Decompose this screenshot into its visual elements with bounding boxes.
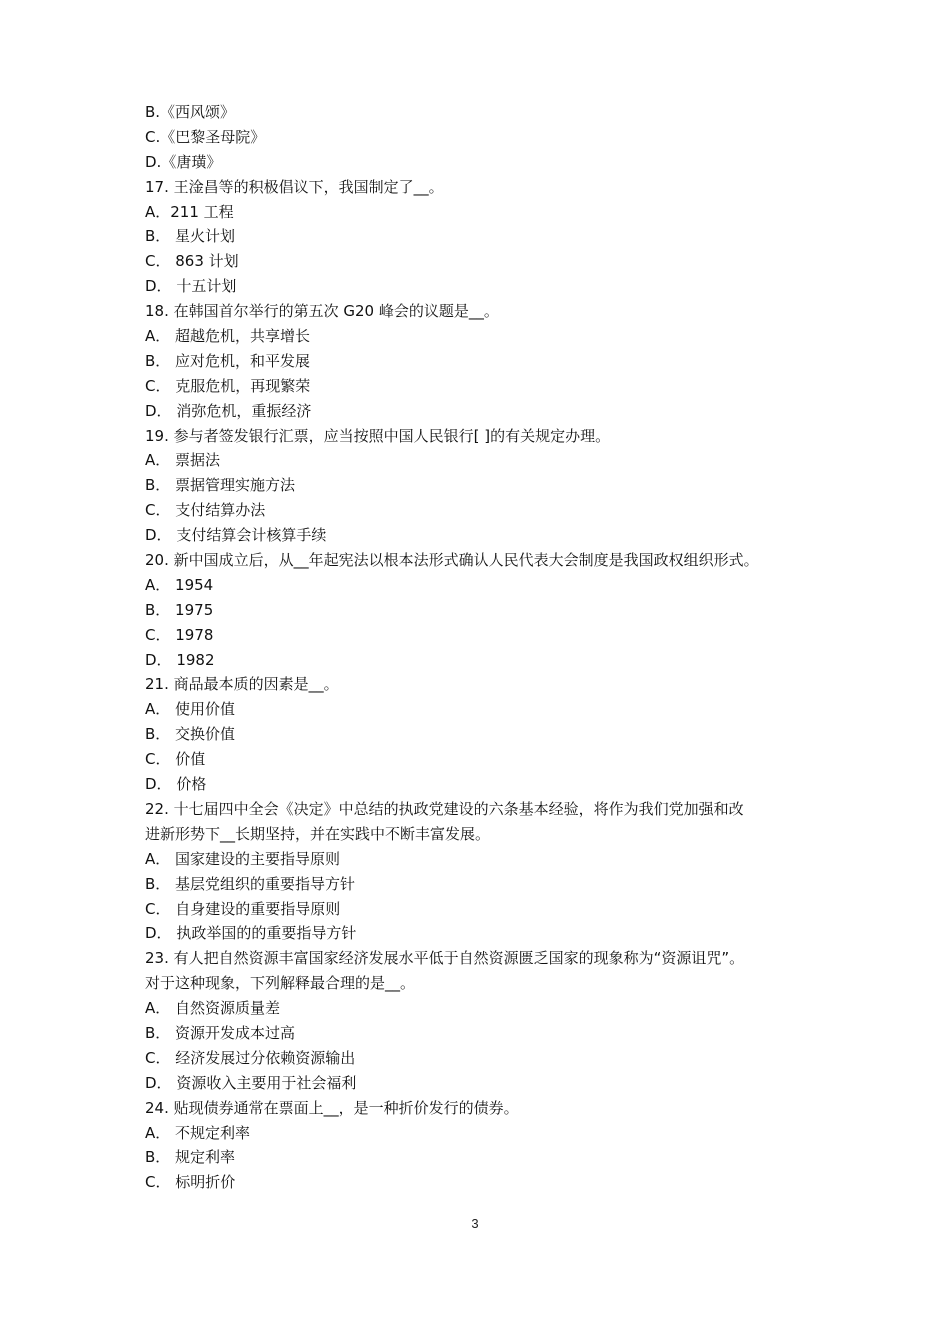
option-line: C． 经济发展过分依赖资源输出 — [145, 1048, 356, 1067]
text-line: 进新形势下__长期坚持，并在实践中不断丰富发展。 — [145, 824, 491, 843]
option-line: A． 1954 — [145, 575, 214, 594]
option-line: D． 消弥危机，重振经济 — [145, 401, 312, 420]
option-line: A． 国家建设的主要指导原则 — [145, 849, 341, 868]
option-line: D． 支付结算会计核算手续 — [145, 526, 327, 545]
option-line: A． 票据法 — [145, 451, 221, 470]
option-line: D． 资源收入主要用于社会福利 — [145, 1073, 357, 1092]
option-line: C． 自身建设的重要指导原则 — [145, 899, 341, 918]
option-line: C.《巴黎圣母院》 — [145, 127, 266, 146]
option-line: D． 十五计划 — [145, 277, 237, 296]
option-line: C． 1978 — [145, 625, 214, 644]
option-line: C． 克服危机，再现繁荣 — [145, 376, 311, 395]
text-line: 对于这种现象，下列解释最合理的是__。 — [145, 974, 416, 993]
option-line: A． 不规定利率 — [145, 1123, 251, 1142]
question-line: 21. 商品最本质的因素是__。 — [145, 675, 339, 694]
option-line: A． 超越危机，共享增长 — [145, 327, 311, 346]
question-line: 23. 有人把自然资源丰富国家经济发展水平低于自然资源匮乏国家的现象称为“资源诅咒”。 — [145, 949, 745, 968]
page-number: 3 — [471, 1216, 479, 1231]
option-line: D． 1982 — [145, 650, 215, 669]
option-line: B． 资源开发成本过高 — [145, 1023, 296, 1042]
option-line: C． 标明折价 — [145, 1173, 236, 1192]
question-line: 19. 参与者签发银行汇票，应当按照中国人民银行[ ]的有关规定办理。 — [145, 426, 611, 445]
option-line: A． 自然资源质量差 — [145, 999, 281, 1018]
option-line: C． 价值 — [145, 750, 206, 769]
option-line: C． 863 计划 — [145, 252, 239, 271]
option-line: B． 规定利率 — [145, 1148, 236, 1167]
option-line: A． 使用价值 — [145, 700, 236, 719]
question-line: 24. 贴现债券通常在票面上__，是一种折价发行的债券。 — [145, 1098, 519, 1117]
question-line: 20. 新中国成立后，从__年起宪法以根本法形式确认人民代表大会制度是我国政权组织形式。 — [145, 551, 759, 570]
option-line: B． 交换价值 — [145, 725, 236, 744]
question-line: 22. 十七届四中全会《决定》中总结的执政党建设的六条基本经验，将作为我们党加强和改 — [145, 799, 744, 818]
option-line: B． 基层党组织的重要指导方针 — [145, 874, 356, 893]
option-line: B． 星火计划 — [145, 227, 236, 246]
document-body — [145, 100, 845, 1195]
question-line: 18. 在韩国首尔举行的第五次 G20 峰会的议题是__。 — [145, 302, 499, 321]
option-line: D． 价格 — [145, 775, 207, 794]
option-line: B． 应对危机，和平发展 — [145, 351, 311, 370]
question-line: 17. 王淦昌等的积极倡议下，我国制定了__。 — [145, 177, 444, 196]
option-line: A．211 工程 — [145, 202, 234, 221]
option-line: C． 支付结算办法 — [145, 501, 266, 520]
option-line: D.《唐璜》 — [145, 152, 222, 171]
option-line: B． 1975 — [145, 600, 214, 619]
option-line: B． 票据管理实施方法 — [145, 476, 296, 495]
option-line: B.《西风颂》 — [145, 103, 236, 121]
option-line: D． 执政举国的的重要指导方针 — [145, 924, 357, 943]
